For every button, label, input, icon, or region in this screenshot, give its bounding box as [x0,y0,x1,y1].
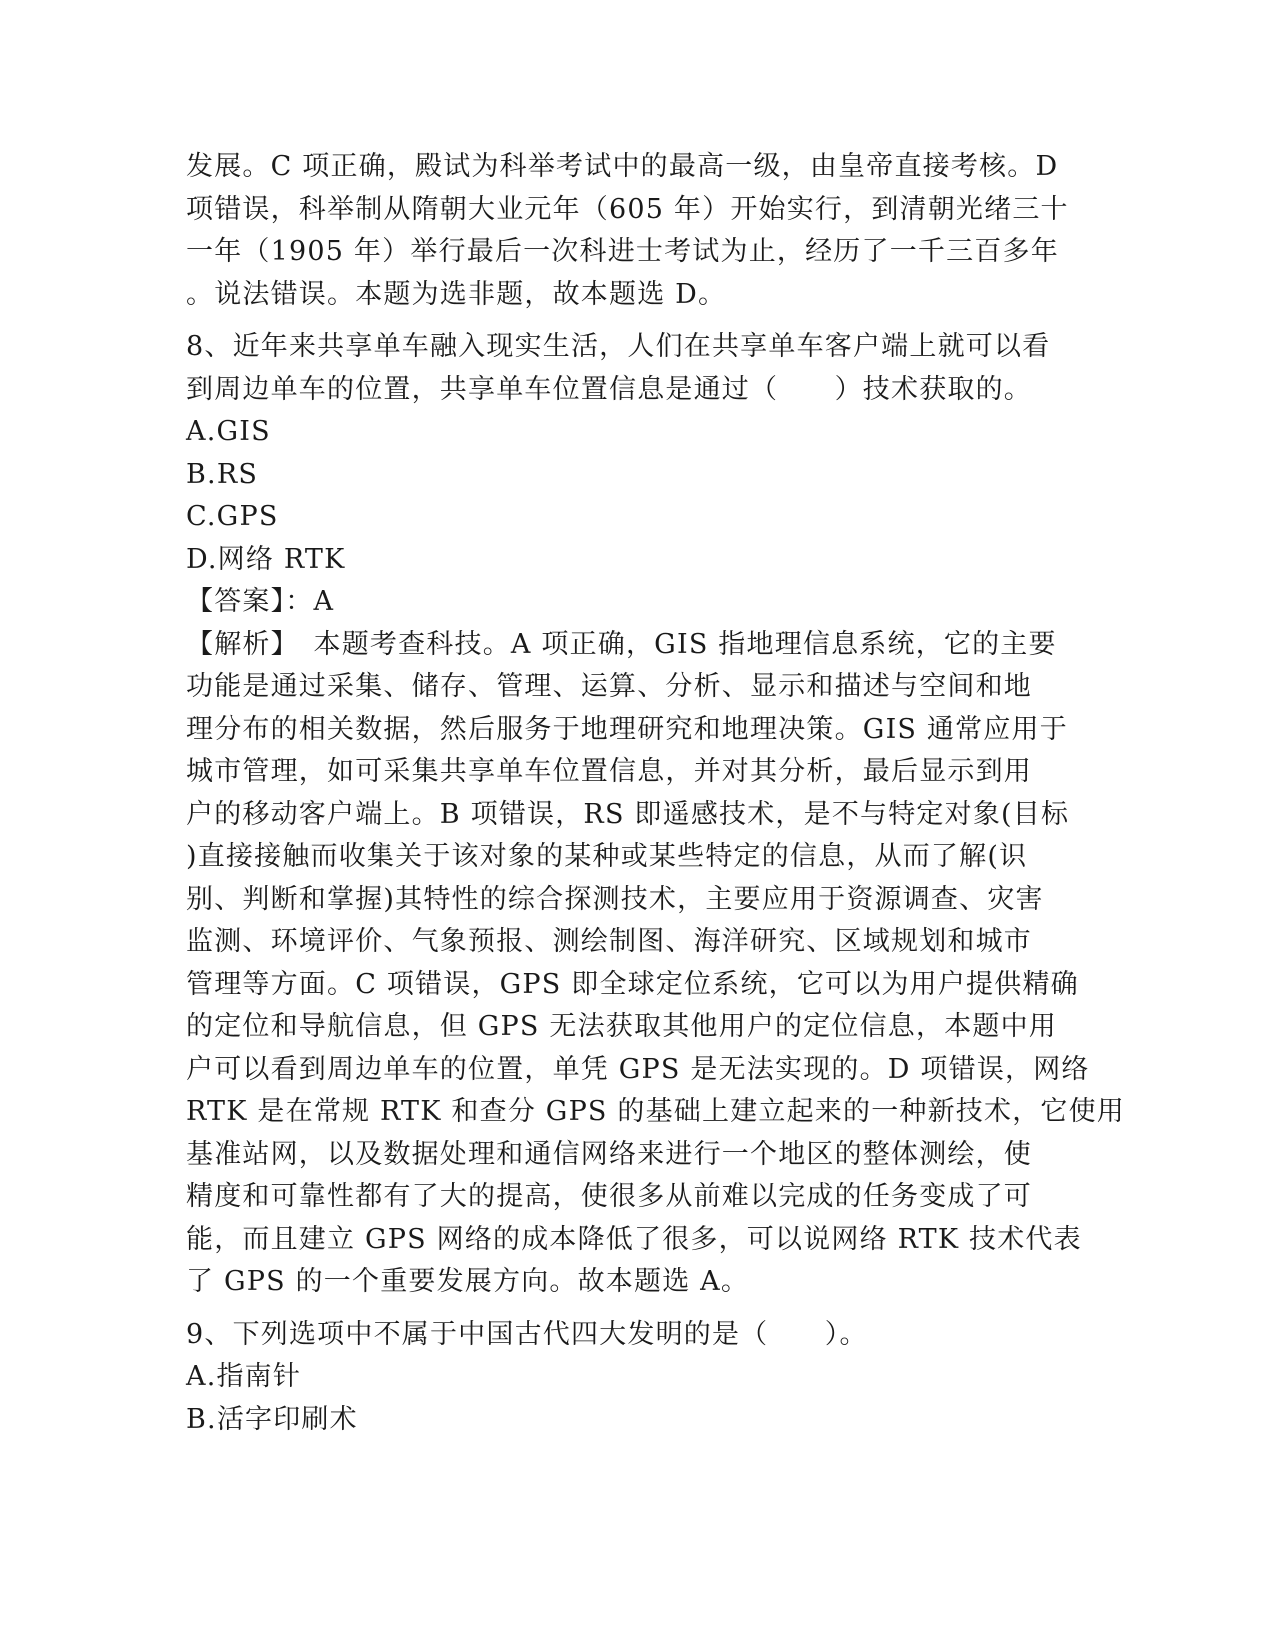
option-b: B.活字印刷术 [186,1403,358,1435]
answer-line: 【答案】：A [186,586,335,617]
explanation-line: 了 GPS 的一个重要发展方向。故本题选 A。 [186,1266,750,1297]
explanation-line: 别、判断和掌握)其特性的综合探测技术，主要应用于资源调查、灾害 [186,883,1044,915]
explanation-line: )直接接触而收集关于该对象的某种或某些特定的信息，从而了解(识 [186,841,1028,872]
explanation-line: 精度和可靠性都有了大的提高，使很多从前难以完成的任务变成了可 [186,1181,1032,1212]
explanation-line: 城市管理，如可采集共享单车位置信息，并对其分析，最后显示到用 [186,756,1032,787]
explanation-line: RTK 是在常规 RTK 和查分 GPS 的基础上建立起来的一种新技术，它使用 [186,1096,1126,1127]
option-a: A.指南针 [186,1361,302,1392]
explanation-line: 户的移动客户端上。B 项错误，RS 即遥感技术，是不与特定对象(目标 [186,798,1070,830]
option-b: B.RS [186,458,259,490]
text-line: 发展。C 项正确，殿试为科举考试中的最高一级，由皇帝直接考核。D [186,151,1059,182]
question-9 [186,1314,1086,1442]
explanation-line: 功能是通过采集、储存、管理、运算、分析、显示和描述与空间和地 [186,671,1032,702]
explanation-line: 的定位和导航信息，但 GPS 无法获取其他用户的定位信息，本题中用 [186,1011,1057,1042]
question-stem: 9、下列选项中不属于中国古代四大发明的是（ ）。 [186,1318,868,1350]
explanation [186,624,1126,1304]
text-line: 项错误，科举制从隋朝大业元年（605 年）开始实行，到清朝光绪三十 [186,193,1069,225]
option-a: A.GIS [186,416,271,447]
text-line: 。说法错误。本题为选非题，故本题选 D。 [186,278,727,310]
explanation-line: 能，而且建立 GPS 网络的成本降低了很多，可以说网络 RTK 技术代表 [186,1223,1082,1255]
question-stem: 到周边单车的位置，共享单车位置信息是通过（ ）技术获取的。 [186,373,1032,405]
option-d: D.网络 RTK [186,543,346,575]
explanation-line: 管理等方面。C 项错误，GPS 即全球定位系统，它可以为用户提供精确 [186,968,1079,1000]
text-line: 一年（1905 年）举行最后一次科进士考试为止，经历了一千三百多年 [186,236,1059,267]
explanation-line: 基准站网，以及数据处理和通信网络来进行一个地区的整体测绘，使 [186,1138,1032,1170]
explanation-line: 户可以看到周边单车的位置，单凭 GPS 是无法实现的。D 项错误，网络 [186,1053,1090,1085]
prev-explanation-tail [186,146,1086,316]
question-stem: 8、近年来共享单车融入现实生活，人们在共享单车客户端上就可以看 [186,331,1051,362]
option-c: C.GPS [186,501,279,532]
explanation-line: 理分布的相关数据，然后服务于地理研究和地理决策。GIS 通常应用于 [186,713,1068,745]
question-8 [186,326,1126,1304]
explanation-line: 【解析】 本题考查科技。A 项正确，GIS 指地理信息系统，它的主要 [186,628,1057,660]
explanation-line: 监测、环境评价、气象预报、测绘制图、海洋研究、区域规划和城市 [186,926,1032,957]
document-page [186,146,1126,1441]
